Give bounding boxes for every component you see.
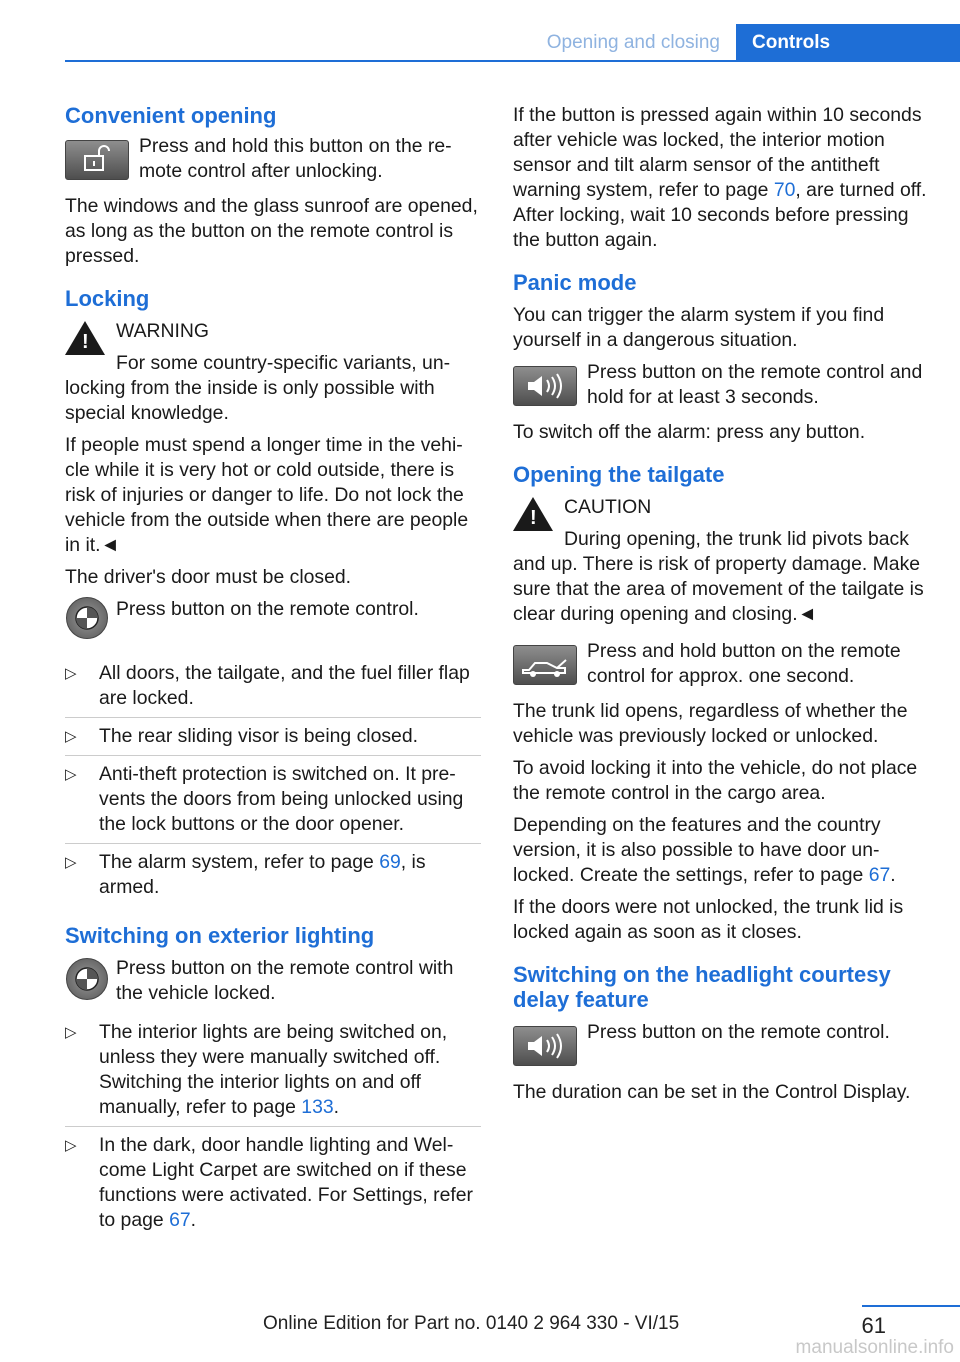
convenient-opening-text: The windows and the glass sunroof are opened, as long as the button on the remote control is pressed. <box>65 195 478 267</box>
lock-button-row <box>65 597 481 647</box>
list-item: ▷ In the dark, door handle lighting and Welcome Light Carpet are switched on if these functions were activated. For Settings, refer to page 67. <box>65 1127 481 1239</box>
headlight-button-row <box>513 1020 929 1070</box>
exterior-lighting-heading: Switching on exterior lighting <box>65 923 375 948</box>
headlight-button-text: Press button on the remote control. <box>587 1021 890 1043</box>
bmw-logo-icon <box>66 597 108 639</box>
intro-text: If the button is pressed again within 10 seconds after vehicle was locked, the interior motion sensor and tilt alarm sensor of the antitheft warning system, refer to page 70, are turned off. After locking, wait 10 seconds before pressing the button again. <box>513 104 927 251</box>
page-link-70[interactable]: 70 <box>773 179 796 201</box>
duration-text: The duration can be set in the Control Display. <box>513 1081 911 1103</box>
panic-button-text: Press button on the remote control and hold for at least 3 seconds. <box>587 361 923 408</box>
car-tailgate-icon <box>513 645 577 685</box>
alarm-off-text: To switch off the alarm: press any button. <box>513 421 866 443</box>
caution-block <box>513 495 929 529</box>
tailgate-button-row <box>513 639 929 689</box>
page-number: 61 <box>861 1313 886 1338</box>
list-item: ▷ All doors, the tailgate, and the fuel filler flap are locked. <box>65 655 481 718</box>
exterior-button-row <box>65 956 481 1006</box>
page-link-69[interactable]: 69 <box>379 851 401 873</box>
page-link-67[interactable]: 67 <box>169 1209 191 1231</box>
tailgate-heading: Opening the tailgate <box>513 462 725 487</box>
unlock-button-text: Press and hold this button on the remote control after unlocking. <box>139 135 452 182</box>
horn-icon <box>513 366 577 406</box>
convenient-opening-heading: Convenient opening <box>65 103 277 128</box>
tailgate-button-text: Press and hold button on the remote control for approx. one second. <box>587 640 901 687</box>
page-number-rule <box>862 1305 960 1307</box>
locking-heading: Locking <box>65 286 150 311</box>
warning-icon: ! <box>65 321 105 355</box>
exterior-bullet-list <box>65 1014 481 1239</box>
panic-mode-text: You can trigger the alarm system if you find yourself in a dangerous situation. <box>513 304 885 351</box>
list-item: ▷ The rear sliding visor is being closed. <box>65 718 481 756</box>
caution-text: During opening, the trunk lid pivots back and up. There is risk of property damage. Make sure that the area of movement of the tailgate is clear during opening and closing.◄ <box>513 528 924 625</box>
panic-button-row <box>513 360 929 410</box>
page-header <box>0 24 960 62</box>
warning-block <box>65 319 481 353</box>
header-rule <box>65 60 960 62</box>
panic-mode-heading: Panic mode <box>513 270 637 295</box>
list-item: ▷ The interior lights are being switched on, unless they were manually switched off. Switching the interior lights on and off manually, refer to page 133. <box>65 1014 481 1127</box>
locking-bullet-list <box>65 655 481 906</box>
warning-text: For some country-specific variants, unlocking from the inside is only possible with special knowledge. <box>65 352 451 424</box>
drivers-door-text: The driver's door must be closed. <box>65 566 352 588</box>
doors-not-unlocked-text: If the doors were not unlocked, the trunk lid is locked again as soon as it closes. <box>513 896 904 943</box>
horn-icon <box>513 1026 577 1066</box>
edition-footer: Online Edition for Part no. 0140 2 964 330 - VI/15 <box>263 1313 680 1334</box>
watermark: manualsonline.info <box>795 1337 954 1358</box>
caution-title: CAUTION <box>564 496 652 518</box>
warning-title: WARNING <box>116 320 209 342</box>
bmw-logo-icon <box>66 958 108 1000</box>
list-item: ▷ The alarm system, refer to page 69, is armed. <box>65 844 481 906</box>
right-column <box>513 103 929 1112</box>
avoid-locking-text: To avoid locking it into the vehicle, do not place the remote control in the cargo area. <box>513 757 918 804</box>
exterior-button-text: Press button on the remote control with the vehicle locked. <box>116 957 454 1004</box>
warning-text-2: If people must spend a longer time in the vehicle while it is very hot or cold outside, there is risk of injuries or danger to life. Do not lock the vehicle from the outside when there are people in it.◄ <box>65 434 469 556</box>
headlight-courtesy-heading: Switching on the headlight courtesy delay feature <box>513 962 891 1012</box>
tab-opening-and-closing[interactable]: Opening and closing <box>546 32 720 53</box>
unlock-icon <box>65 140 129 180</box>
list-item: ▷ Anti-theft protection is switched on. It prevents the doors from being unlocked using the lock buttons or the door opener. <box>65 756 481 844</box>
lock-button-text: Press button on the remote control. <box>116 598 419 620</box>
page-link-67[interactable]: 67 <box>868 864 891 886</box>
trunk-lid-opens-text: The trunk lid opens, regardless of whether the vehicle was previously locked or unlocked. <box>513 700 908 747</box>
page-link-133[interactable]: 133 <box>301 1096 334 1118</box>
country-version-text: Depending on the features and the country version, it is also possible to have door unlocked. Create the settings, refer to page 67. <box>513 814 896 886</box>
left-column <box>65 103 481 1247</box>
tab-controls[interactable]: Controls <box>736 24 960 62</box>
caution-icon: ! <box>513 497 553 531</box>
unlock-button-row <box>65 134 481 184</box>
